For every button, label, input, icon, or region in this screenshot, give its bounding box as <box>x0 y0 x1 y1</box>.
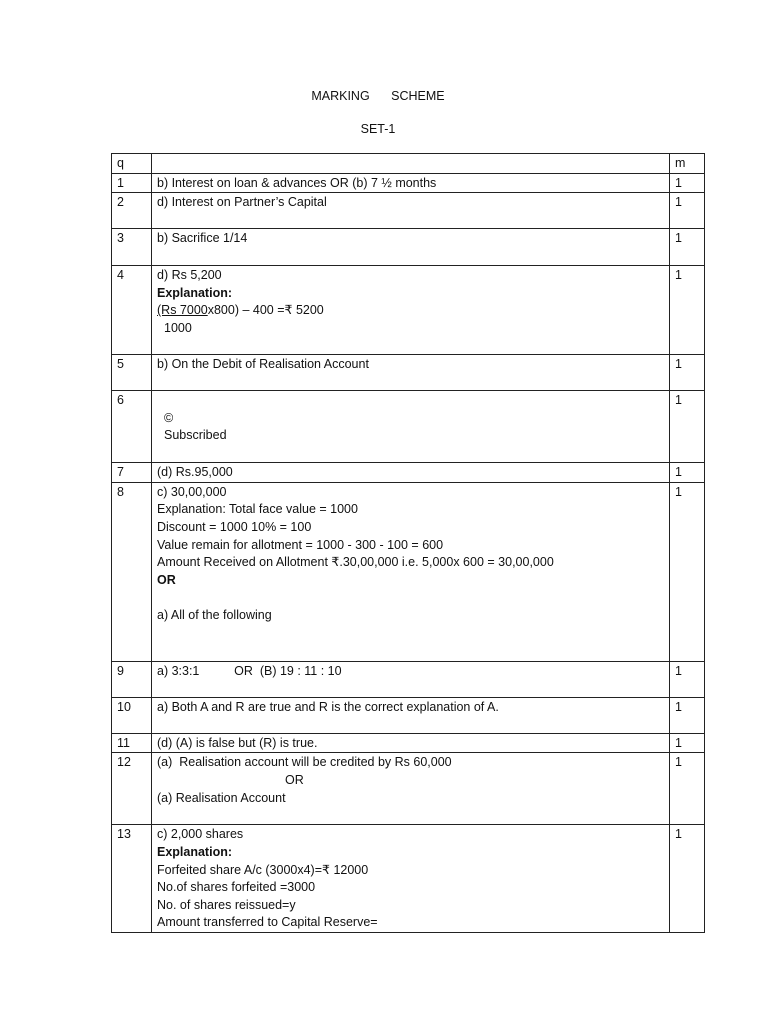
answer-text: b) Sacrifice 1/14 <box>157 231 248 246</box>
q-number: 7 <box>112 463 152 483</box>
answer-cell <box>152 173 670 193</box>
answer-text: c) 2,000 shares <box>157 827 244 842</box>
marks-cell: 1 <box>670 697 705 733</box>
table-row <box>112 391 705 463</box>
explanation-line: Discount = 1000 10% = 100 <box>157 519 312 534</box>
marks-cell: 1 <box>670 266 705 355</box>
table-row <box>112 753 705 825</box>
table-row <box>112 355 705 391</box>
copyright-symbol: © <box>164 410 174 425</box>
or-label: OR <box>157 572 176 587</box>
alt-answer-text: a) All of the following <box>157 607 272 622</box>
table-row <box>112 266 705 355</box>
header-answer <box>152 154 670 174</box>
marks-cell: 1 <box>670 463 705 483</box>
q-number: 6 <box>112 391 152 463</box>
explanation-line: No. of shares reissued=y <box>157 897 296 912</box>
marks-cell: 1 <box>670 193 705 229</box>
table-row <box>112 697 705 733</box>
answer-cell <box>152 229 670 266</box>
q-number: 10 <box>112 697 152 733</box>
table-row <box>112 463 705 483</box>
marks-cell: 1 <box>670 825 705 933</box>
spacer <box>157 392 664 410</box>
marks-cell: 1 <box>670 661 705 697</box>
formula-denominator: 1000 <box>164 320 192 335</box>
table-row <box>112 173 705 193</box>
table-row <box>112 733 705 753</box>
answer-text: d) Rs 5,200 <box>157 268 222 283</box>
answer-cell <box>152 733 670 753</box>
q-number: 1 <box>112 173 152 193</box>
formula-underlined: (Rs 7000 <box>157 303 208 318</box>
or-label: OR <box>285 772 304 787</box>
q-number: 5 <box>112 355 152 391</box>
marks-cell: 1 <box>670 229 705 266</box>
explanation-label: Explanation: <box>157 844 233 859</box>
table-header-row <box>112 154 705 174</box>
formula-rest: x800) – 400 =₹ 5200 <box>207 303 324 318</box>
answer-text: b) Interest on loan & advances OR (b) 7 ½ months <box>157 175 437 190</box>
header-q: q <box>112 154 152 174</box>
spacer <box>157 589 664 607</box>
answer-cell <box>152 753 670 825</box>
q-number: 4 <box>112 266 152 355</box>
table-row <box>112 661 705 697</box>
set-label: SET-1 <box>360 122 396 136</box>
alt-answer-text: (a) Realisation Account <box>157 790 286 805</box>
q-number: 8 <box>112 482 152 661</box>
page-title: MARKING SCHEME <box>311 89 445 103</box>
answer-text: (d) (A) is false but (R) is true. <box>157 735 318 750</box>
marks-cell: 1 <box>670 173 705 193</box>
answer-text: (a) Realisation account will be credited by Rs 60,000 <box>157 755 452 770</box>
answer-text: d) Interest on Partner’s Capital <box>157 195 327 210</box>
answer-cell <box>152 391 670 463</box>
explanation-line: Value remain for allotment = 1000 - 300 - 100 = 600 <box>157 537 444 552</box>
marks-cell: 1 <box>670 753 705 825</box>
q-number: 12 <box>112 753 152 825</box>
explanation-line: No.of shares forfeited =3000 <box>157 880 316 895</box>
formula-numerator <box>157 302 664 320</box>
q-number: 11 <box>112 733 152 753</box>
table-row <box>112 229 705 266</box>
answer-cell <box>152 266 670 355</box>
answer-cell <box>152 355 670 391</box>
answer-text: a) Both A and R are true and R is the correct explanation of A. <box>157 699 499 714</box>
answer-text: c) 30,00,000 <box>157 484 227 499</box>
q-number: 9 <box>112 661 152 697</box>
answer-cell <box>152 697 670 733</box>
explanation-line: Forfeited share A/c (3000x4)=₹ 12000 <box>157 862 369 877</box>
q-number: 3 <box>112 229 152 266</box>
answer-text: a) 3:3:1 OR (B) 19 : 11 : 10 <box>157 663 342 678</box>
marking-scheme-table <box>111 153 705 933</box>
explanation-line: Explanation: Total face value = 1000 <box>157 502 358 517</box>
table-row <box>112 482 705 661</box>
answer-text: Subscribed <box>164 428 227 443</box>
explanation-line: Amount Received on Allotment ₹.30,00,000 i.e. 5,000x 600 = 30,00,000 <box>157 555 554 570</box>
marks-cell: 1 <box>670 355 705 391</box>
answer-cell <box>152 193 670 229</box>
answer-cell <box>152 825 670 933</box>
marks-cell: 1 <box>670 482 705 661</box>
explanation-label: Explanation: <box>157 285 233 300</box>
marks-cell: 1 <box>670 733 705 753</box>
table-row <box>112 825 705 933</box>
table-row <box>112 193 705 229</box>
q-number: 2 <box>112 193 152 229</box>
marks-cell: 1 <box>670 391 705 463</box>
answer-cell <box>152 661 670 697</box>
answer-cell <box>152 463 670 483</box>
answer-text: (d) Rs.95,000 <box>157 465 233 480</box>
answer-text: b) On the Debit of Realisation Account <box>157 357 369 372</box>
answer-cell <box>152 482 670 661</box>
header-m: m <box>670 154 705 174</box>
q-number: 13 <box>112 825 152 933</box>
explanation-line: Amount transferred to Capital Reserve= <box>157 915 378 930</box>
